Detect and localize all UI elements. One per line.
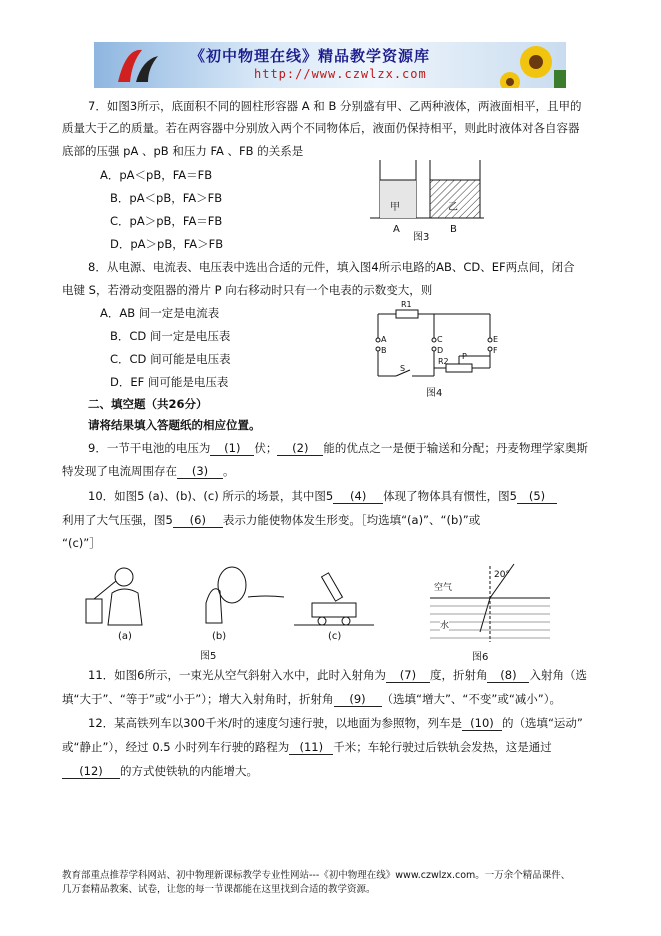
fig4-label-p: P [462,352,467,361]
fig6-label-water: 水 [440,618,449,631]
fig4-label-d: D [437,346,444,355]
fig6-label-air: 空气 [434,583,453,593]
banner-title: 《初中物理在线》精品教学资源库 [190,47,431,65]
answer-blank-2[interactable]: (2) [277,441,323,456]
q7-line1: 7．如图3所示，底面积不同的圆柱形容器 A 和 B 分别盛有甲、乙两种液体，两液面相平，且甲的 [88,99,582,113]
footer-line2: 几万套精品教案、试卷，让您的每一节课都能在这里找到合适的教学资源。 [62,884,376,895]
q7-option-b: B．pA＜pB，FA＞FB [110,191,223,205]
fig5-label-b: (b) [212,631,227,642]
fig4-label-a: A [381,335,387,344]
q10-text-a: 10．如图5 (a)、(b)、(c) 所示的场景，其中图5 [88,489,334,503]
answer-blank-7[interactable]: (7) [386,668,430,683]
q11-text-a: 11．如图6所示，一束光从空气斜射入水中，此时入射角为 [88,668,386,682]
q10-line1 [88,489,557,504]
answer-blank-6[interactable]: (6) [173,513,223,528]
q9-line2 [62,464,235,479]
q8-line2: 电键 S，若滑动变阻器的滑片 P 向右移动时只有一个电表的示数变大，则 [62,283,433,297]
figure-4-circuit [372,300,502,399]
answer-blank-12[interactable]: (12) [62,764,120,779]
q12-text-e: 的方式使铁轨的内能增大。 [120,764,258,778]
q9-text-e: 。 [223,464,235,478]
answer-blank-8[interactable]: (8) [487,668,529,683]
q12-text-c: 或“静止”），经过 0.5 小时列车行驶的路程为 [62,740,290,754]
fig3-caption: 图3 [413,232,430,243]
fig5-caption: 图5 [200,651,217,662]
fig3-label-b: B [450,224,457,235]
fig4-label-e: E [493,335,499,344]
fig4-label-s: S [400,364,406,373]
fig4-label-f: F [493,346,498,355]
q11-line1 [88,668,587,683]
answer-blank-9[interactable]: (9) [334,692,382,707]
q10-text-c: 利用了大气压强，图5 [62,513,173,527]
fig3-label-a: A [393,224,400,235]
q12-line1 [88,716,583,731]
q7-option-d: D．pA＞pB，FA＞FB [110,237,224,251]
q11-text-d: 填“大于”、“等于”或“小于”）；增大入射角时，折射角 [62,692,334,706]
fig3-label-jia: 甲 [390,202,400,213]
figure-6-refraction [430,562,550,663]
q12-text-b: 的（选填“运动” [501,716,583,730]
q9-text-c: 能的优点之一是便于输送和分配；丹麦物理学家奥斯 [323,441,588,455]
site-logo-icon [112,42,172,88]
fig4-caption: 图4 [426,388,443,399]
fig5-label-a: (a) [118,631,132,642]
fig4-label-c: C [437,335,443,344]
answer-blank-11[interactable]: (11) [289,740,333,755]
answer-blank-3[interactable]: (3) [177,464,223,479]
q8-option-a: A．AB 间一定是电流表 [100,306,220,320]
q12-text-d: 千米；车轮行驶过后铁轨会发热，这是通过 [333,740,552,754]
sunflower-icon [496,42,566,88]
answer-blank-5[interactable]: (5) [517,489,557,504]
q9-text-d: 特发现了电流周围存在 [62,464,177,478]
q8-option-b: B．CD 间一定是电压表 [110,329,231,343]
section-2-title: 二、填空题（共26分） [88,397,208,411]
q10-line2 [62,513,480,528]
q7-line3: 底部的压强 pA 、pB 和压力 FA 、FB 的关系是 [62,144,304,158]
q9-text-a: 9．一节干电池的电压为 [88,441,211,455]
footer-line1: 教育部重点推荐学科网站、初中物理新课标教学专业性网站---《初中物理在线》www.czwlzx.com。一万余个精品课件、 [62,870,571,881]
q11-text-c: 入射角（选 [529,668,587,682]
q7-line2: 质量大于乙的质量。若在两容器中分别放入两个不同物体后，液面仍保持相平，则此时液体对各自容器 [62,121,580,135]
answer-blank-4[interactable]: (4) [333,489,383,504]
fig4-label-b: B [381,346,387,355]
q10-line3: “(c)”］ [62,536,101,550]
banner-url[interactable]: http://www.czwlzx.com [254,67,427,81]
q12-text-a: 12．某高铁列车以300千米/时的速度匀速行驶，以地面为参照物，列车是 [88,716,462,730]
q11-line2 [62,692,561,707]
q8-option-d: D．EF 间可能是电压表 [110,375,229,389]
q8-option-c: C．CD 间可能是电压表 [110,352,231,366]
q12-line2 [62,740,552,755]
q11-text-b: 度，折射角 [429,668,488,682]
fig5-label-c: (c) [328,631,342,642]
q10-text-b: 体现了物体具有惯性，图5 [383,489,517,503]
figure-5-scenes [80,563,380,662]
q7-option-c: C．pA＞pB，FA＝FB [110,214,223,228]
q9-text-b: 伏； [254,441,278,455]
fig4-label-r2: R2 [438,357,449,366]
fig3-label-yi: 乙 [448,202,458,213]
fig6-label-angle: 20° [494,570,510,580]
q12-line3 [62,764,258,779]
q9-line1 [88,441,588,456]
q8-line1: 8．从电源、电流表、电压表中选出合适的元件，填入图4所示电路的AB、CD、EF两点间，闭合 [88,260,575,274]
fig4-label-r1: R1 [401,300,412,309]
answer-blank-1[interactable]: (1) [210,441,254,456]
section-2-note: 请将结果填入答题纸的相应位置。 [88,418,261,432]
q10-text-d: 表示力能使物体发生形变。［均选填“(a)”、“(b)”或 [222,513,481,527]
answer-blank-10[interactable]: (10) [462,716,502,731]
q7-option-a: A．pA＜pB，FA＝FB [100,168,213,182]
q11-text-e: （选填“增大”、“不变”或“减小”）。 [381,692,561,706]
fig6-caption: 图6 [472,652,489,663]
header-banner [94,42,566,88]
figure-3-containers [368,160,488,243]
